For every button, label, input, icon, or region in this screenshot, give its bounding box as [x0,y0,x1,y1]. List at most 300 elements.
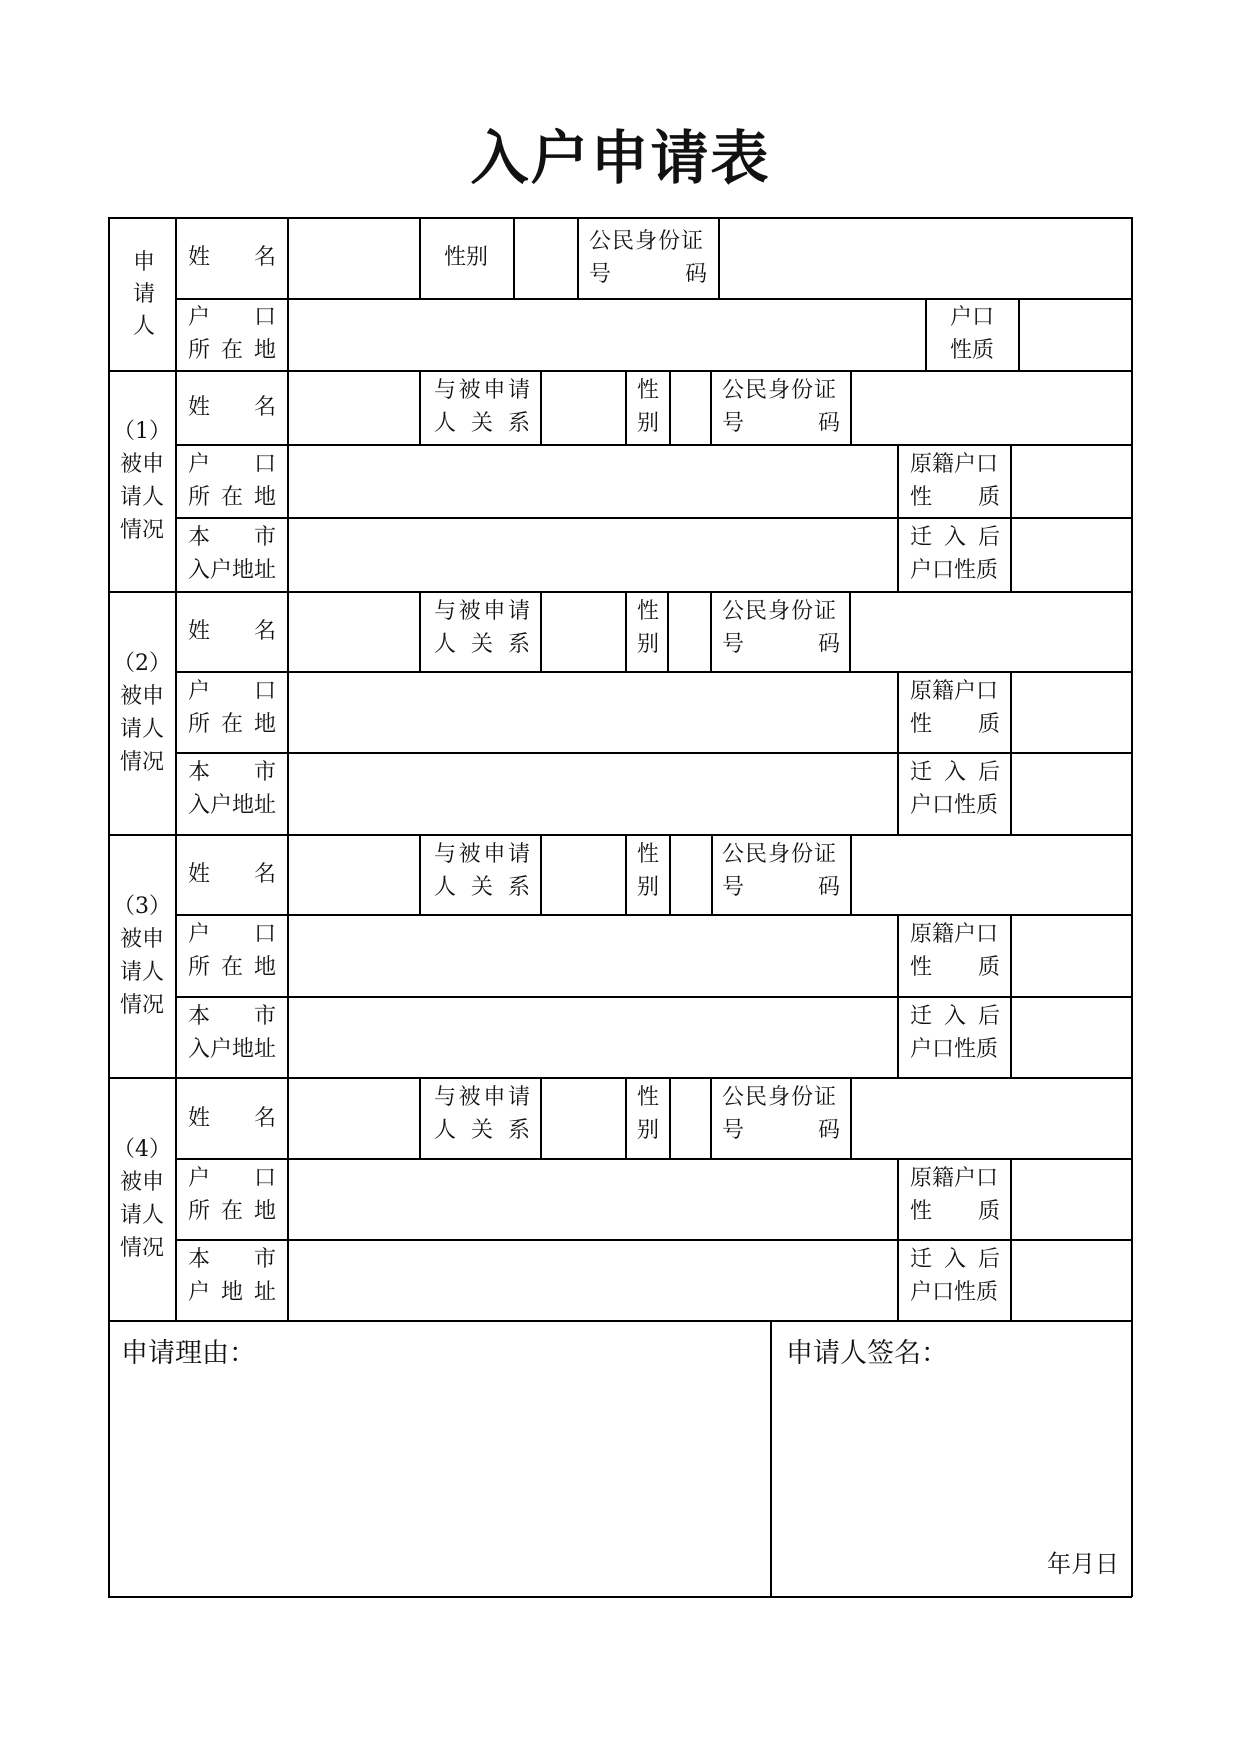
dependent-gender-value[interactable] [672,373,708,442]
group-label-line: 被申 [119,451,164,477]
dependent-group-label [110,1133,174,1265]
section-divider [108,370,1132,372]
signature-field[interactable] [775,1378,1127,1538]
label-line [188,756,276,789]
label-char: 系 [507,1118,530,1143]
label-char: 姓 [188,1105,211,1131]
applicant-group-label: 申 请 人 [132,250,155,339]
dependent-orig-type-label [910,918,1000,984]
label-line: 原籍户口 [910,1166,999,1191]
applicant-hukou-value[interactable] [290,301,923,369]
label-line: 性 [636,599,659,624]
cell-divider [850,834,852,915]
label-char: 后 [977,1004,1000,1029]
dependent-number: （4） [113,1136,171,1162]
dependent-group-label [110,415,174,547]
label-line: 别 [636,875,659,900]
label-char: 口 [253,679,276,704]
section-divider [108,834,1132,836]
dependent-new-type-label [910,1243,1000,1309]
cell-divider [577,217,579,299]
label-line [910,951,1000,984]
applicant-hukou-type-value[interactable] [1021,301,1129,369]
dependent-hukou-value[interactable] [290,674,895,750]
cell-divider [1010,444,1012,592]
dependent-id-label [722,374,840,440]
label-char: 请 [507,842,530,867]
label-char: 入 [943,760,966,785]
label-char: 被 [458,1085,481,1110]
dependent-gender-label [628,838,668,904]
section-divider [108,1320,1132,1322]
label-char: 地 [253,955,276,980]
cell-divider [1018,298,1020,371]
dependent-orig-type-value[interactable] [1013,1161,1129,1237]
row-divider [176,996,1132,998]
label-char: 在 [220,955,243,980]
group-label-line: 请人 [119,716,164,742]
label-char: 名 [253,862,276,887]
label-line [910,1000,1000,1033]
dependent-id-label [722,595,840,661]
applicant-hukou-type-label: 户口 性质 [949,305,994,363]
label-char: 与 [434,378,457,403]
dependent-name-value[interactable] [290,373,418,442]
label-char: 地 [253,485,276,510]
label-char: 码 [817,875,840,900]
label-line: 公民身份证 [722,1085,838,1110]
dependent-name-label [188,1102,276,1135]
label-char: 迁 [910,525,933,550]
label-char: 码 [817,1118,840,1143]
label-char: 本 [188,525,211,550]
cell-divider [710,591,712,672]
cell-divider [540,1077,542,1159]
dependent-relation-value[interactable] [543,594,623,669]
label-line [188,448,276,481]
dependent-relation-value[interactable] [543,373,623,442]
label-line [434,838,530,871]
label-char: 性 [910,955,933,980]
cell-divider [718,217,720,299]
label-char: 后 [977,525,1000,550]
label-line: 入户地址 [188,558,277,583]
label-char: 请 [507,378,530,403]
label-line [434,374,530,407]
dependent-id-value[interactable] [853,594,1129,669]
label-char: 号 [722,632,745,657]
dependent-address-value[interactable] [290,1242,895,1318]
label-char: 本 [188,1247,211,1272]
label-char: 申 [483,842,506,867]
applicant-hukou-label: 户 口 所 在 地 [188,305,276,363]
cell-divider [669,1077,671,1159]
cell-divider [849,591,851,672]
label-char: 市 [253,1004,276,1029]
label-line: 原籍户口 [910,922,999,947]
row-divider [176,444,1132,446]
dependent-id-label [722,1081,840,1147]
label-line [910,708,1000,741]
cell-divider [710,1077,712,1159]
group-label-line: 情况 [119,992,164,1018]
label-line [188,1276,276,1309]
row-divider [176,752,1132,754]
label-char: 质 [977,955,1000,980]
cell-divider [710,370,712,445]
dependent-address-value[interactable] [290,520,895,589]
dependent-name-value[interactable] [290,594,418,669]
label-line [434,595,530,628]
reason-field[interactable] [112,1378,766,1592]
applicant-id-value[interactable] [721,220,1129,296]
cell-divider [419,370,421,445]
dependent-relation-value[interactable] [543,1080,623,1156]
label-char: 姓 [188,619,211,644]
dependent-hukou-value[interactable] [290,447,895,515]
label-line [188,1243,276,1276]
group-label-line: 情况 [119,749,164,775]
cell-divider [711,834,713,915]
label-char: 户 [188,452,211,477]
label-line [910,756,1000,789]
cell-divider [850,370,852,445]
label-char: 系 [507,632,530,657]
dependent-hukou-label [188,675,276,741]
label-char: 地 [253,712,276,737]
label-char: 码 [817,411,840,436]
group-label-line: 被申 [119,683,164,709]
dependent-name-label [188,391,276,424]
dependent-hukou-value[interactable] [290,1161,895,1237]
label-char: 申 [483,1085,506,1110]
label-line [188,918,276,951]
label-char: 所 [188,1199,211,1224]
label-line [722,1114,840,1147]
dependent-new-type-value[interactable] [1013,520,1129,589]
dependent-new-type-label [910,521,1000,587]
dependent-address-label [188,1000,276,1066]
label-column-divider [175,217,177,1321]
dependent-orig-type-label [910,1162,1000,1228]
row-divider [176,1239,1132,1241]
label-line: 公民身份证 [722,378,838,403]
label-char: 入 [943,1247,966,1272]
row-divider [176,1158,1132,1160]
label-line [910,1243,1000,1276]
row-divider [176,298,1132,300]
label-line: 性 [636,842,659,867]
applicant-id-label: 公民身份证 号 码 [589,229,707,287]
label-line: 户口性质 [910,558,999,583]
label-char: 人 [434,875,457,900]
dependent-gender-label [628,1081,668,1147]
table-border-top [108,217,1132,219]
label-line [188,1162,276,1195]
cell-divider [669,834,671,915]
dependent-name-value[interactable] [290,1080,418,1156]
label-char: 名 [253,619,276,644]
label-char: 后 [977,1247,1000,1272]
dependent-name-value[interactable] [290,837,418,912]
label-line [188,481,276,514]
group-label-line: 请人 [119,484,164,510]
label-line: 性 [636,378,659,403]
label-line: 原籍户口 [910,452,999,477]
label-char: 号 [722,1118,745,1143]
label-char: 请 [507,599,530,624]
label-char: 入 [943,525,966,550]
label-char: 名 [253,1105,276,1131]
cell-divider [625,591,627,672]
dependent-gender-value[interactable] [672,594,708,669]
cell-divider [540,591,542,672]
dependent-hukou-label [188,1162,276,1228]
label-char: 人 [434,632,457,657]
cell-divider [513,217,515,299]
label-char: 姓 [188,862,211,887]
label-char: 口 [253,1166,276,1191]
label-line: 别 [636,411,659,436]
label-line: 公民身份证 [722,599,838,624]
label-char: 口 [253,922,276,947]
label-char: 口 [253,452,276,477]
label-char: 申 [483,599,506,624]
dependent-address-label [188,521,276,587]
label-char: 请 [507,1085,530,1110]
dependent-id-value[interactable] [853,837,1129,912]
cell-divider [850,1077,852,1159]
label-char: 在 [220,1199,243,1224]
applicant-gender-value[interactable] [516,220,576,296]
label-line: 入户地址 [188,793,277,818]
group-label-line: 请人 [119,1202,164,1228]
label-char: 迁 [910,760,933,785]
dependent-new-type-value[interactable] [1013,755,1129,832]
label-char: 关 [470,875,493,900]
reason-label: 申请理由： [121,1338,256,1369]
dependent-orig-type-value[interactable] [1013,447,1129,515]
label-line: 性 [636,1085,659,1110]
label-char: 系 [507,875,530,900]
label-char: 入 [943,1004,966,1029]
label-line: 别 [636,632,659,657]
table-border-bottom [108,1596,1132,1598]
label-line [188,521,276,554]
dependent-hukou-label [188,448,276,514]
cell-divider [1010,1158,1012,1321]
page-title: 入户申请表 [470,124,771,192]
dependent-relation-label [434,838,530,904]
dependent-new-type-value[interactable] [1013,999,1129,1075]
cell-divider [625,370,627,445]
label-line [188,708,276,741]
applicant-gender-label: 性别 [443,245,488,270]
dependent-orig-type-value[interactable] [1013,917,1129,994]
table-border-right [1131,217,1133,1597]
label-line [188,951,276,984]
label-char: 与 [434,599,457,624]
label-line [434,1081,530,1114]
label-line [910,521,1000,554]
label-column-divider [287,217,289,1321]
label-char: 与 [434,1085,457,1110]
label-char: 码 [817,632,840,657]
label-char: 被 [458,378,481,403]
dependent-id-value[interactable] [853,373,1129,442]
dependent-gender-value[interactable] [672,837,708,912]
cell-divider [625,834,627,915]
cell-divider [419,1077,421,1159]
label-char: 姓 [188,395,211,420]
label-char: 与 [434,842,457,867]
label-char: 质 [977,485,1000,510]
label-line [188,1000,276,1033]
dependent-hukou-value[interactable] [290,917,895,994]
label-char: 号 [722,411,745,436]
dependent-relation-label [434,1081,530,1147]
dependent-number: （3） [113,893,171,919]
dependent-orig-type-value[interactable] [1013,674,1129,750]
label-line: 户口性质 [910,1280,999,1305]
label-char: 所 [188,712,211,737]
label-char: 迁 [910,1247,933,1272]
dependent-id-value[interactable] [853,1080,1129,1156]
label-line [910,1195,1000,1228]
cell-divider [897,914,899,1078]
label-char: 后 [977,760,1000,785]
label-char: 户 [188,1280,211,1305]
dependent-orig-type-label [910,448,1000,514]
dependent-relation-label [434,374,530,440]
label-char: 市 [253,760,276,785]
label-line [434,1114,530,1147]
dependent-relation-label [434,595,530,661]
label-char: 名 [253,395,276,420]
group-label-line: 请人 [119,959,164,985]
cell-divider [1010,671,1012,835]
dependent-new-type-label [910,756,1000,822]
cell-divider [1010,914,1012,1078]
date-label: 年月日 [1047,1550,1119,1578]
dependent-relation-value[interactable] [543,837,623,912]
group-label-line: 被申 [119,926,164,952]
label-char: 被 [458,842,481,867]
label-char: 性 [910,712,933,737]
label-char: 址 [253,1280,276,1305]
label-line [188,675,276,708]
label-char: 人 [434,411,457,436]
cell-divider [897,444,899,592]
label-char: 地 [220,1280,243,1305]
label-char: 质 [977,712,1000,737]
label-char: 质 [977,1199,1000,1224]
dependent-name-label [188,615,276,648]
dependent-gender-value[interactable] [672,1080,708,1156]
label-char: 所 [188,955,211,980]
dependent-name-label [188,858,276,891]
label-line [434,628,530,661]
label-line: 户口性质 [910,1037,999,1062]
label-char: 市 [253,525,276,550]
cell-divider [540,370,542,445]
cell-divider [625,1077,627,1159]
dependent-gender-label [628,595,668,661]
section-divider [108,1077,1132,1079]
applicant-name-value[interactable] [290,220,418,296]
label-line: 户口性质 [910,793,999,818]
dependent-group-label [110,890,174,1022]
label-char: 市 [253,1247,276,1272]
dependent-new-type-value[interactable] [1013,1242,1129,1318]
signature-label: 申请人签名： [786,1338,948,1369]
group-label-line: 情况 [119,517,164,543]
row-divider [176,671,1132,673]
label-char: 本 [188,760,211,785]
label-line [434,407,530,440]
label-char: 迁 [910,1004,933,1029]
cell-divider [419,591,421,672]
cell-divider [419,834,421,915]
label-char: 人 [434,1118,457,1143]
label-char: 在 [220,712,243,737]
dependent-number: （2） [113,650,171,676]
dependent-address-value[interactable] [290,755,895,832]
label-char: 户 [188,922,211,947]
label-char: 关 [470,632,493,657]
cell-divider [897,1158,899,1321]
dependent-orig-type-label [910,675,1000,741]
applicant-name-label: 姓 名 [188,245,276,270]
label-char: 性 [910,485,933,510]
label-line [434,871,530,904]
label-char: 户 [188,1166,211,1191]
label-line: 别 [636,1118,659,1143]
label-char: 本 [188,1004,211,1029]
label-char: 在 [220,485,243,510]
label-line [722,871,840,904]
cell-divider [669,370,671,445]
label-line [722,628,840,661]
label-char: 地 [253,1199,276,1224]
group-label-line: 被申 [119,1169,164,1195]
label-char: 户 [188,679,211,704]
label-char: 系 [507,411,530,436]
label-char: 申 [483,378,506,403]
dependent-gender-label [628,374,668,440]
dependent-address-label [188,1243,276,1309]
dependent-number: （1） [113,418,171,444]
label-char: 号 [722,875,745,900]
row-divider [176,914,1132,916]
label-line [722,407,840,440]
dependent-address-value[interactable] [290,999,895,1075]
label-line [910,481,1000,514]
label-char: 关 [470,1118,493,1143]
dependent-address-label [188,756,276,822]
section-divider [108,591,1132,593]
dependent-hukou-label [188,918,276,984]
label-char: 被 [458,599,481,624]
label-line [188,1195,276,1228]
row-divider [176,517,1132,519]
group-label-line: 情况 [119,1235,164,1261]
cell-divider [540,834,542,915]
dependent-group-label [110,647,174,779]
cell-divider [925,298,927,371]
dependent-id-label [722,838,840,904]
label-char: 性 [910,1199,933,1224]
